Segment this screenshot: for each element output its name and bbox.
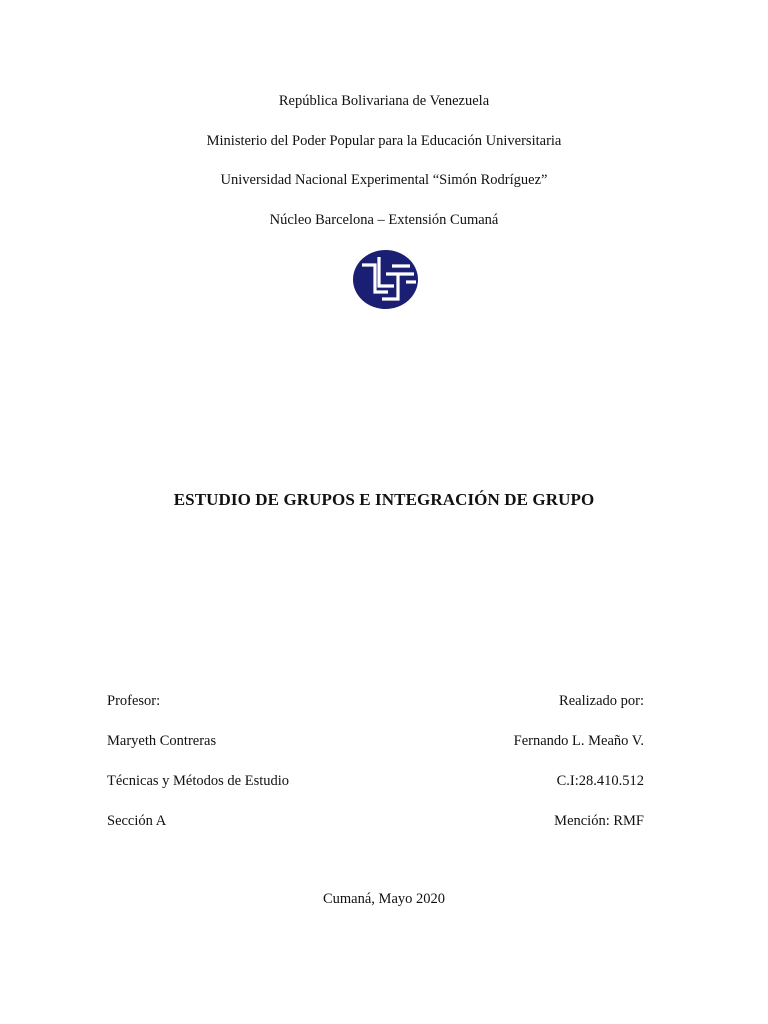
professor-label: Profesor: [107,693,161,709]
author-label: Realizado por: [559,693,644,709]
document-title: ESTUDIO DE GRUPOS E INTEGRACIÓN DE GRUPO [173,490,595,509]
university-logo-icon [352,249,419,310]
place-date: Cumaná, Mayo 2020 [322,891,446,907]
course-name: Técnicas y Métodos de Estudio [107,773,290,789]
author-mention: Mención: RMF [554,813,644,829]
author-name: Fernando L. Meaño V. [513,733,644,749]
header-campus: Núcleo Barcelona – Extensión Cumaná [269,212,499,228]
professor-name: Maryeth Contreras [107,733,217,749]
header-university: Universidad Nacional Experimental “Simón Rodríguez” [220,172,548,188]
author-id: C.I:28.410.512 [556,773,644,789]
section-name: Sección A [107,813,167,829]
header-ministry: Ministerio del Poder Popular para la Educación Universitaria [206,133,562,149]
header-republic: República Bolivariana de Venezuela [278,93,490,109]
